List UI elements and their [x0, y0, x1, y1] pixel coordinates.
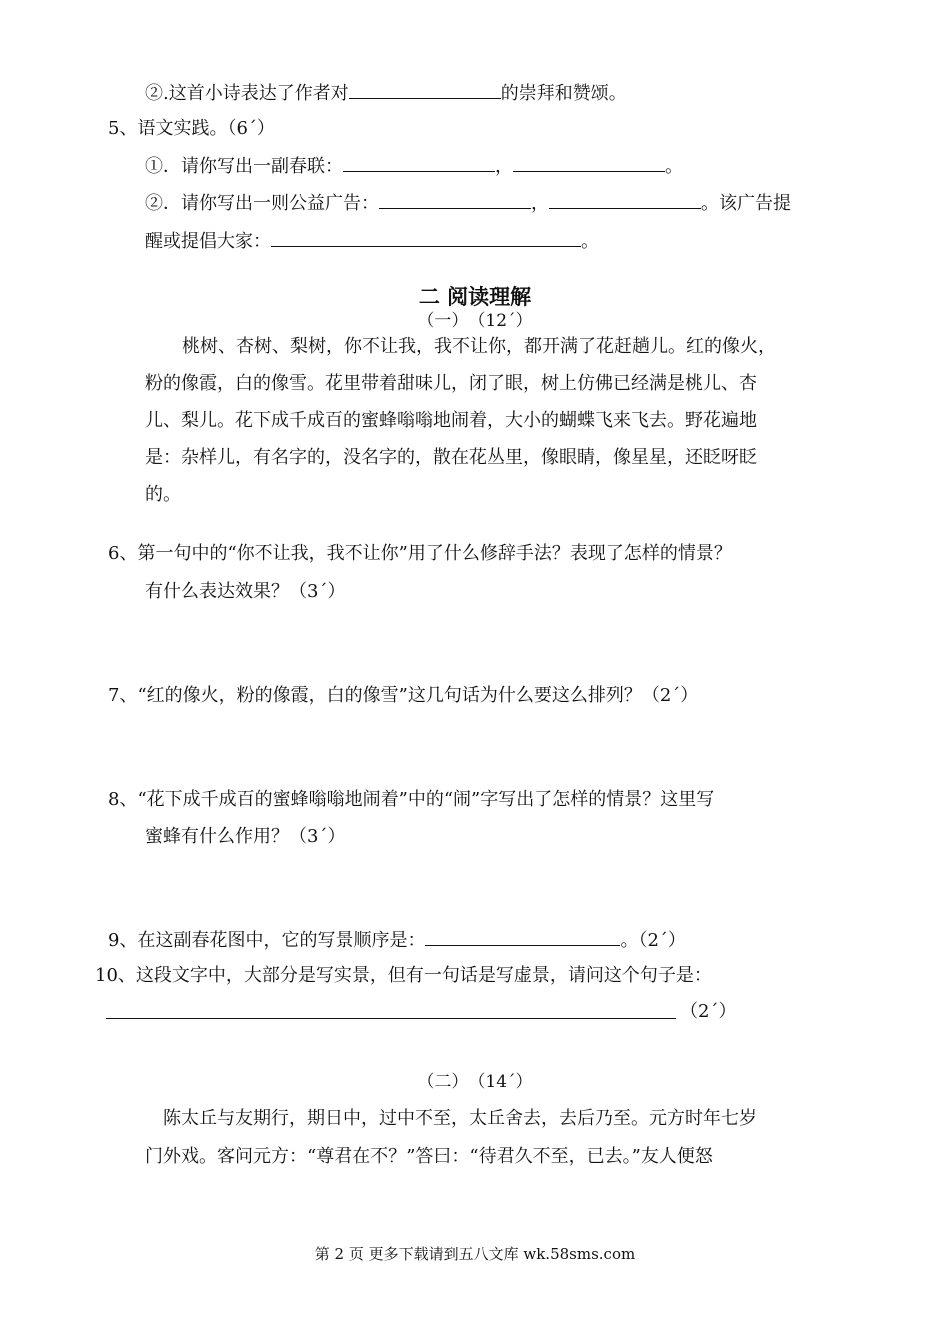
q5-sub2-end: 。该广告提: [701, 193, 791, 214]
q9-text: 9、在这副春花图中，它的写景顺序是：: [108, 930, 426, 951]
comma: ，: [531, 193, 549, 214]
q6-line2: 有什么表达效果？（3´）: [145, 581, 346, 602]
q5-sub2-text: ②．请你写出一则公益广告：: [145, 193, 379, 214]
answer-blank[interactable]: [343, 153, 495, 172]
answer-blank[interactable]: [425, 927, 620, 946]
q5-sub2: [145, 190, 791, 216]
answer-blank[interactable]: [271, 228, 581, 247]
q10: 10、这段文字中，大部分是写实景，但有一句话是写虚景，请问这个句子是：: [95, 965, 712, 986]
comma: ，: [495, 156, 513, 177]
q9-end: 。（2´）: [620, 930, 686, 951]
q5-sub1: [145, 153, 683, 179]
q4-sub2: [145, 80, 627, 106]
q5-sub2-cont: [145, 228, 599, 254]
q10-score: （2´）: [680, 1001, 737, 1022]
answer-blank[interactable]: [349, 80, 501, 99]
q7: 7、“红的像火，粉的像霞，白的像雪”这几句话为什么要这么排列？（2´）: [108, 685, 699, 706]
q4-sub2-end: 的崇拜和赞颂。: [500, 83, 627, 104]
period: 。: [581, 231, 599, 252]
q9: [108, 927, 686, 953]
passage1-line: 儿、梨儿。花下成千成百的蜜蜂嗡嗡地闹着，大小的蝴蝶飞来飞去。野花遍地: [145, 410, 757, 431]
passage1-line: 的。: [145, 484, 181, 505]
answer-blank[interactable]: [549, 190, 701, 209]
passage1-line: 桃树、杏树、梨树，你不让我，我不让你，都开满了花赶趟儿。红的像火，: [182, 336, 776, 357]
q5-sub2-cont-text: 醒或提倡大家：: [145, 231, 271, 252]
passage2-line: 门外戏。客问元方：“尊君在不？”答曰：“待君久不至，已去。”友人便怒: [145, 1146, 713, 1167]
q5-sub1-text: ①．请你写出一副春联：: [145, 156, 343, 177]
q8-line2: 蜜蜂有什么作用？（3´）: [145, 826, 346, 847]
page-footer: 第 2 页 更多下载请到五八文库 wk.58sms.com: [314, 1245, 636, 1263]
q5-heading: 5、语文实践。（6´）: [108, 118, 275, 139]
passage1-line: 粉的像霞，白的像雪。花里带着甜味儿，闭了眼，树上仿佛已经满是桃儿、杏: [145, 373, 757, 394]
part2-heading: （二） （14´）: [417, 1072, 533, 1092]
part1-heading: （一） （12´）: [417, 311, 533, 331]
q6-line1: 6、第一句中的“你不让我，我不让你”用了什么修辞手法？表现了怎样的情景？: [108, 543, 732, 564]
q4-sub2-text: ②.这首小诗表达了作者对: [145, 83, 349, 104]
answer-blank[interactable]: [513, 153, 665, 172]
q8-line1: 8、“花下成千成百的蜜蜂嗡嗡地闹着”中的“闹”字写出了怎样的情景？这里写: [108, 789, 715, 810]
passage1-line: 是：杂样儿，有名字的，没名字的，散在花丛里，像眼睛，像星星，还眨呀眨: [145, 447, 757, 468]
section-title: 二 阅读理解: [418, 285, 532, 309]
answer-line[interactable]: [106, 1018, 676, 1019]
passage2-line: 陈太丘与友期行，期日中，过中不至，太丘舍去，去后乃至。元方时年七岁: [163, 1108, 757, 1129]
period: 。: [665, 156, 683, 177]
answer-blank[interactable]: [379, 190, 531, 209]
